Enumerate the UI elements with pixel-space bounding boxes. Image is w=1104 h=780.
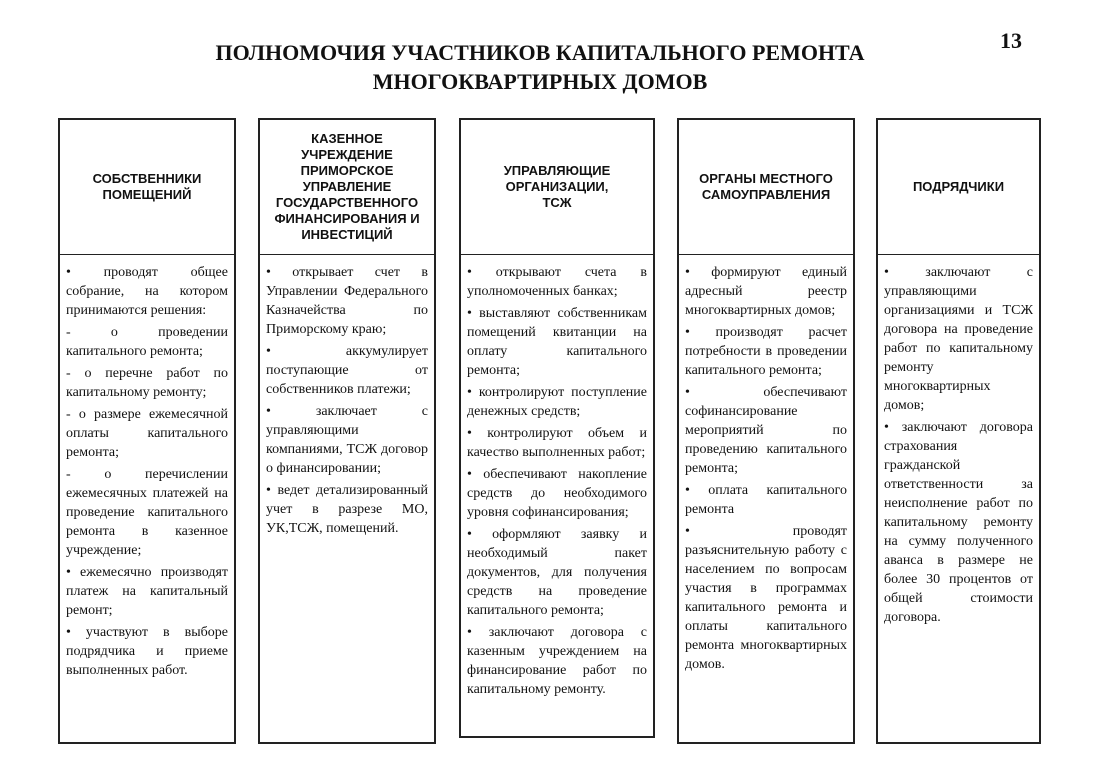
list-item: • ежемесячно производят платеж на капитальный ремонт; (66, 565, 228, 618)
heading-line: ОРГАНЫ МЕСТНОГО (699, 171, 833, 186)
heading-line: ОРГАНИЗАЦИИ, (505, 179, 609, 194)
column-heading-treasury-institution (258, 118, 436, 255)
heading-line: УПРАВЛЕНИЕ (302, 179, 392, 194)
list-item: • обеспечивают софинансирование мероприятий по проведению капитального ремонта; (685, 385, 847, 476)
heading-line: УЧРЕЖДЕНИЕ (301, 147, 393, 162)
list-item: • производят расчет потребности в проведении капитального ремонта; (685, 325, 847, 378)
list-item: • оформляют заявку и необходимый пакет документов, для получения средств на проведение капитального ремонта; (467, 527, 647, 618)
list-item: • участвуют в выборе подрядчика и приеме выполненных работ. (66, 625, 228, 678)
heading-line: ТСЖ (542, 195, 572, 210)
column-body-treasury-institution (258, 254, 436, 744)
page-title (150, 38, 930, 96)
heading-line: ИНВЕСТИЦИЙ (301, 227, 393, 242)
heading-line: САМОУПРАВЛЕНИЯ (701, 187, 831, 202)
list-item: • ведет детализированный учет в разрезе МО, УК,ТСЖ, помещений. (266, 483, 428, 536)
list-item: - о проведении капитального ремонта; (66, 325, 228, 359)
list-item: • формируют единый адресный реестр многоквартирных домов; (685, 265, 847, 318)
list-item: • открывает счет в Управлении Федерального Казначейства по Приморскому краю; (266, 265, 428, 337)
list-item: • аккумулирует поступающие от собственников платежи; (266, 344, 428, 397)
list-item: - о размере ежемесячной оплаты капитального ремонта; (66, 407, 228, 460)
heading-line: ФИНАНСИРОВАНИЯ И (274, 211, 420, 226)
list-item: - о перечне работ по капитальному ремонту; (66, 366, 228, 400)
list-item: • заключают с управляющими организациями и ТСЖ договора на проведение работ по капитальному ремонту многоквартирных домов; (884, 265, 1033, 413)
page-number: 13 (1000, 28, 1022, 53)
heading-line: ГОСУДАРСТВЕННОГО (275, 195, 419, 210)
heading-line: ПОДРЯДЧИКИ (912, 179, 1005, 194)
page-title-line-1: ПОЛНОМОЧИЯ УЧАСТНИКОВ КАПИТАЛЬНОГО РЕМОНТА (215, 40, 865, 65)
column-body-owners (58, 254, 236, 744)
column-heading-contractors (876, 118, 1041, 255)
heading-line: ПОМЕЩЕНИЙ (102, 187, 192, 202)
list-item: • выставляют собственникам помещений квитанции на оплату капитального ремонта; (467, 306, 647, 378)
column-heading-owners (58, 118, 236, 255)
list-item: • контролируют объем и качество выполненных работ; (467, 426, 647, 460)
heading-line: СОБСТВЕННИКИ (92, 171, 202, 186)
list-item: • оплата капитального ремонта (685, 483, 847, 517)
list-item: • открывают счета в уполномоченных банках; (467, 265, 647, 299)
list-item: • проводят общее собрание, на котором принимаются решения: (66, 265, 228, 318)
column-body-local-government (677, 254, 855, 744)
heading-line: УПРАВЛЯЮЩИЕ (503, 163, 611, 178)
list-item: • заключает с управляющими компаниями, ТСЖ договор о финансировании; (266, 404, 428, 476)
heading-line: ПРИМОРСКОЕ (300, 163, 394, 178)
list-item: • проводят разъяснительную работу с населением по вопросам участия в программах капитального ремонта и оплаты капитального ремонта многоквартирных домов. (685, 524, 847, 672)
list-item: • контролируют поступление денежных средств; (467, 385, 647, 419)
column-body-management-companies (459, 254, 655, 738)
heading-line: КАЗЕННОЕ (311, 131, 383, 146)
column-body-contractors (876, 254, 1041, 744)
column-heading-local-government (677, 118, 855, 255)
list-item: • обеспечивают накопление средств до необходимого уровня софинансирования; (467, 467, 647, 520)
page-title-line-2: МНОГОКВАРТИРНЫХ ДОМОВ (372, 69, 708, 94)
column-heading-management-companies (459, 118, 655, 255)
list-item: • заключают договора с казенным учреждением на финансирование работ по капитальному ремонту. (467, 625, 647, 697)
list-item: • заключают договора страхования гражданской ответственности за неисполнение работ по капитальному ремонту на сумму полученного аванса в размере не более 30 процентов от общей стоимости договора. (884, 420, 1033, 625)
list-item: - о перечислении ежемесячных платежей на проведение капитального ремонта в казенное учреждение; (66, 467, 228, 558)
